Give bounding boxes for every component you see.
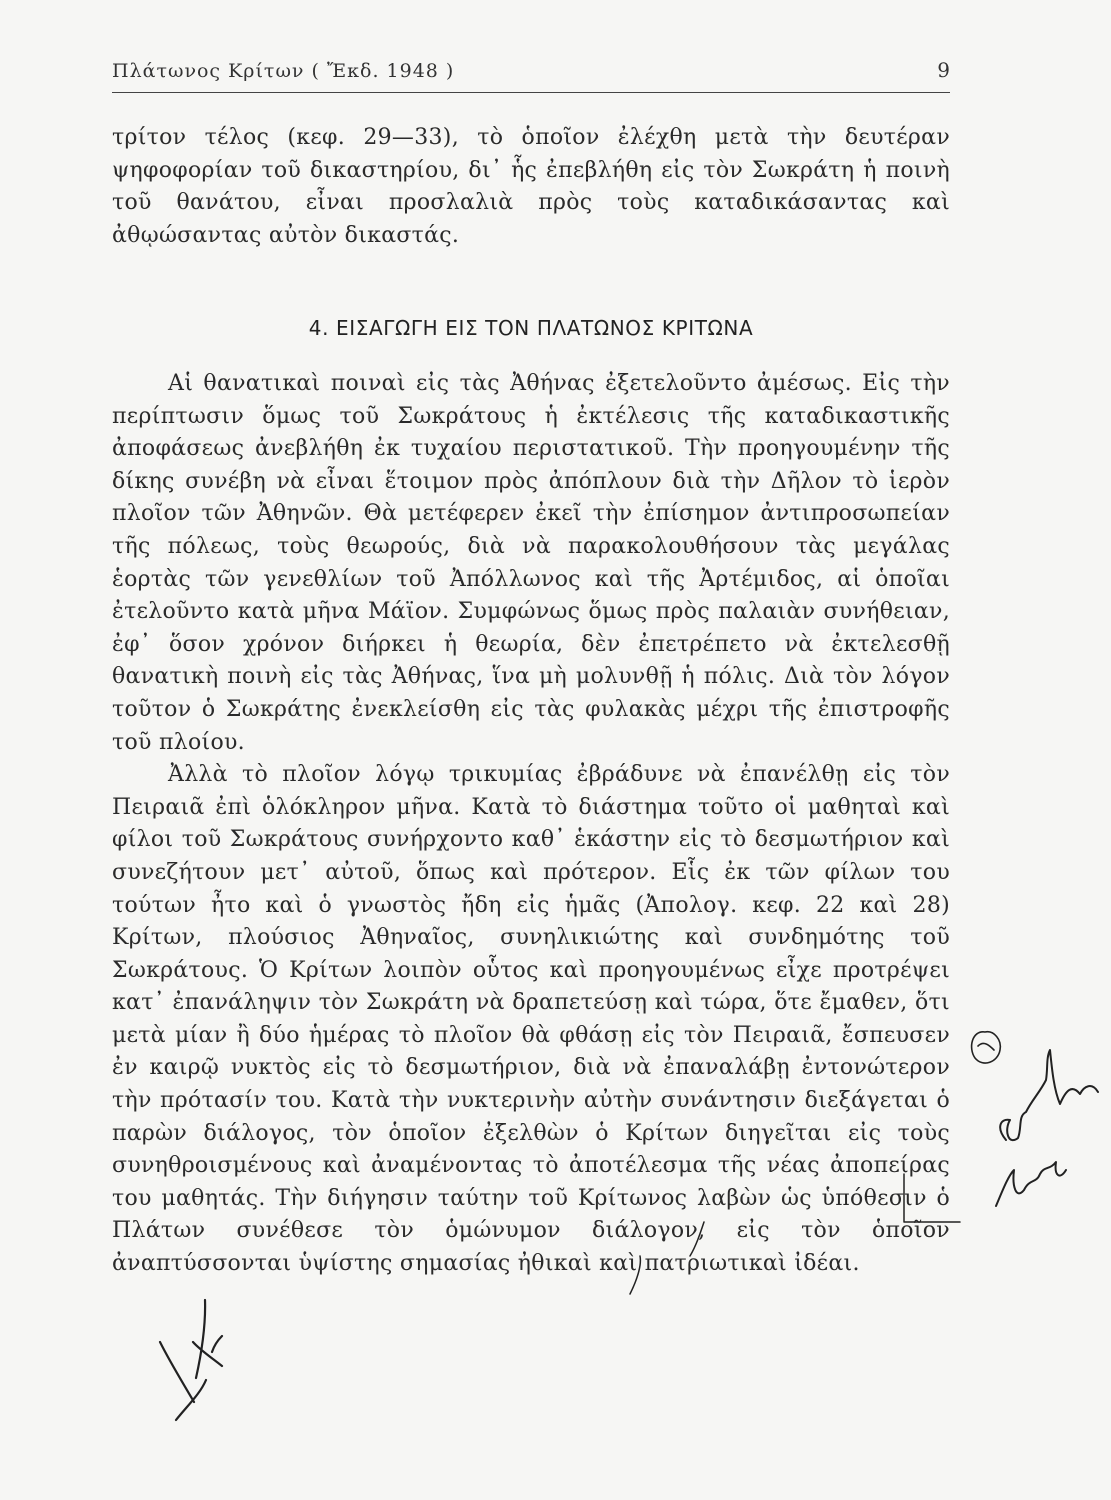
paragraph: Ἀλλὰ τὸ πλοῖον λόγῳ τρικυμίας ἐβράδυνε νὰ ἐπανέλθῃ εἰς τὸν Πειραιᾶ ἐπὶ ὁλόκληρον μῆνα. Κατὰ τὸ διάστημα τοῦτο οἱ μαθηταὶ καὶ φίλοι τοῦ Σωκράτους συνήρχοντο καθ᾿ ἑκάστην εἰς τὸ δεσμωτήριον καὶ συνεζήτουν μετ᾿ αὐτοῦ, ὅπως καὶ πρότερον. Εἷς ἐκ τῶν φίλων του τούτων ἦτο καὶ ὁ γνωστὸς ἤδη εἰς ἡμᾶς (Ἀπολογ. κεφ. 22 καὶ 28) Κρίτων, πλούσιος Ἀθηναῖος, συνηλικιώτης καὶ συνδημότης τοῦ Σωκράτους. Ὁ Κρίτων λοιπὸν οὗτος καὶ προηγουμένως εἶχε προτρέψει κατ᾿ ἐπανάληψιν τὸν Σωκράτη νὰ δραπετεύσῃ καὶ τώρα, ὅτε ἔμαθεν, ὅτι μετὰ μίαν ἢ δύο ἡμέρας τὸ πλοῖον θὰ φθάσῃ εἰς τὸν Πειραιᾶ, ἔσπευσεν ἐν καιρῷ νυκτὸς εἰς τὸ δεσμωτήριον, διὰ νὰ ἐπαναλάβῃ ἐντονώτερον τὴν πρότασίν του. Κατὰ τὴν νυκτερινὴν αὐτὴν συνάντησιν διεξάγεται ὁ παρὼν διάλογος, τὸν ὁποῖον ἐξελθὼν ὁ Κρίτων διηγεῖται εἰς τοὺς συνηθροισμένους καὶ ἀναμένοντας τὸ ἀποτέλεσμα τῆς νέας ἀποπείρας του μαθητάς. Τὴν διήγησιν ταύτην τοῦ Κρίτωνος λαβὼν ὡς ὑπόθεσιν ὁ Πλάτων συνέθεσε τὸν ὁμώνυμον διάλογον, εἰς τὸν ὁποῖον ἀναπτύσσονται ὑψίστης σημασίας ἠθικαὶ καὶ πατριωτικαὶ ἰδέαι. [112,762,950,1277]
intro-paragraph: τρίτον τέλος (κεφ. 29—33), τὸ ὁποῖον ἐλέχθη μετὰ τὴν δευτέραν ψηφοφορίαν τοῦ δικαστηρίου, δι᾿ ἧς ἐπεβλήθη εἰς τὸν Σωκράτη ἡ ποινὴ τοῦ θανάτου, εἶναι προσλαλιὰ πρὸς τοὺς καταδικάσαντας καὶ ἀθῳώσαντας αὐτὸν δικαστάς. [112,125,950,248]
body-text [112,368,950,1281]
intro-text [112,122,950,252]
page-number: 9 [937,58,950,82]
margin-circle-mark [972,1032,1001,1063]
header-title: Πλάτωνος Κρίτων ( Ἔκδ. 1948 ) [112,60,455,82]
margin-handwriting-top [1000,1050,1098,1140]
section-heading: 4. ΕΙΣΑΓΩΓΗ ΕΙΣ ΤΟΝ ΠΛΑΤΩΝΟΣ ΚΡΙΤΩΝΑ [308,316,754,340]
end-cross-mark [160,1300,222,1420]
running-header [112,56,950,93]
margin-handwriting-bottom [996,1162,1066,1206]
paragraph: Αἱ θανατικαὶ ποιναὶ εἰς τὰς Ἀθήνας ἐξετελοῦντο ἀμέσως. Εἰς τὴν περίπτωσιν ὅμως τοῦ Σωκράτους ἡ ἐκτέλεσις τῆς καταδικαστικῆς ἀποφάσεως ἀνεβλήθη ἐκ τυχαίου περιστατικοῦ. Τὴν προηγουμένην τῆς δίκης συνέβη νὰ εἶναι ἕτοιμον πρὸς ἀπόπλουν διὰ τὴν Δῆλον τὸ ἱερὸν πλοῖον τῶν Ἀθηνῶν. Θὰ μετέφερεν ἐκεῖ τὴν ἐπίσημον ἀντιπροσωπείαν τῆς πόλεως, τοὺς θεωρούς, διὰ νὰ παρακολουθήσουν τὰς μεγάλας ἑορτὰς τῶν γενεθλίων τοῦ Ἀπόλλωνος καὶ τῆς Ἀρτέμιδος, αἱ ὁποῖαι ἐτελοῦντο κατὰ μῆνα Μάϊον. Συμφώνως ὅμως πρὸς παλαιὰν συνήθειαν, ἐφ᾿ ὅσον χρόνον διήρκει ἡ θεωρία, δὲν ἐπετρέπετο νὰ ἐκτελεσθῇ θανατικὴ ποινὴ εἰς τὰς Ἀθήνας, ἵνα μὴ μολυνθῇ ἡ πόλις. Διὰ τὸν λόγον τοῦτον ὁ Σωκράτης ἐνεκλείσθη εἰς τὰς φυλακὰς μέχρι τῆς ἐπιστροφῆς τοῦ πλοίου. [112,371,950,755]
